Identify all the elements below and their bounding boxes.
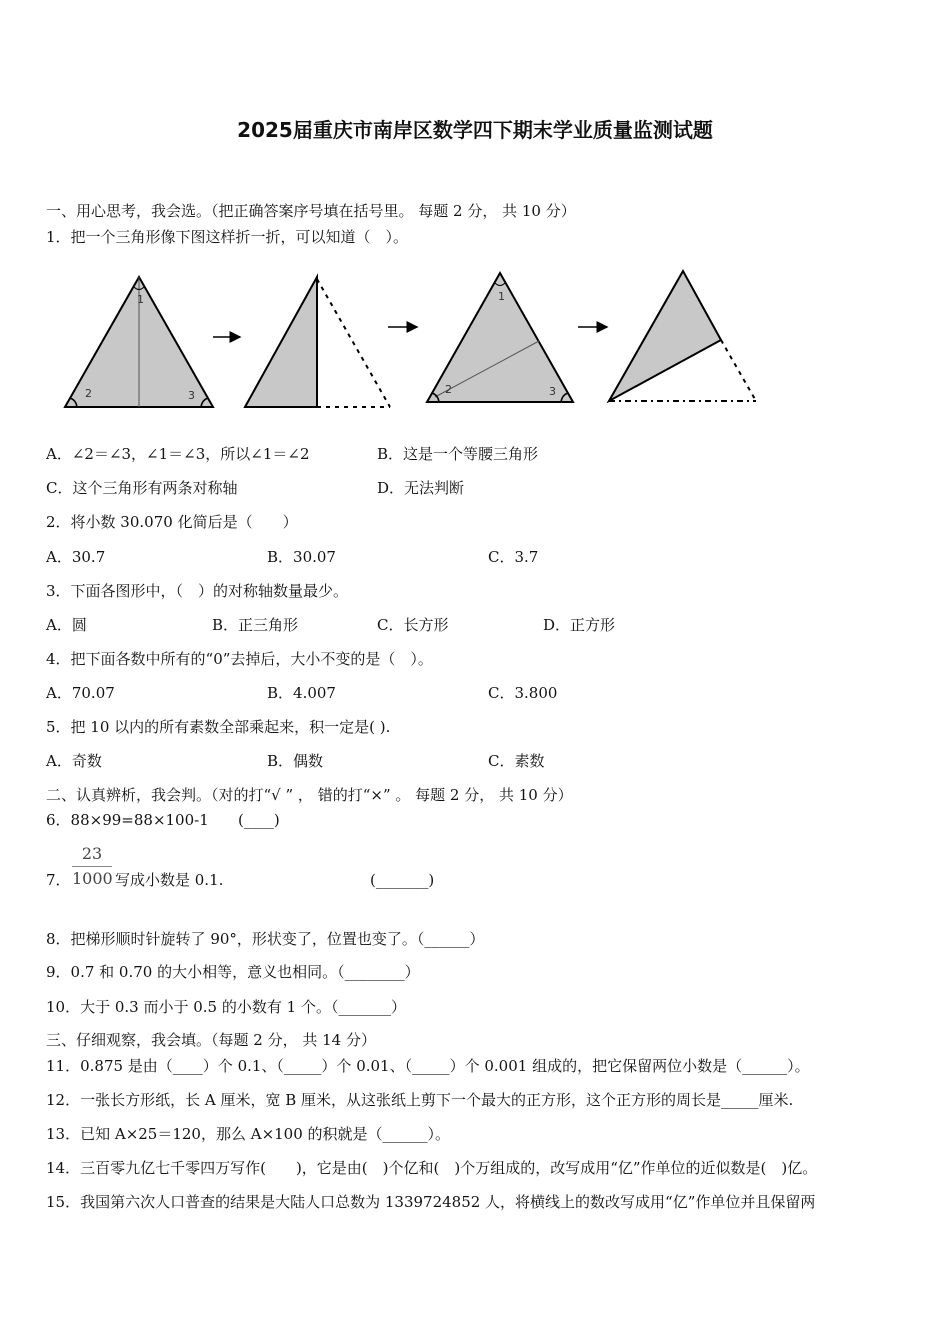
angle-label-1b: 1: [498, 290, 505, 303]
triangle-folding-figure: [55, 265, 775, 415]
q5-option-c: C．素数: [488, 752, 545, 770]
q4-option-a: A．70.07: [46, 684, 115, 702]
triangle-1: [65, 277, 213, 407]
question-14: 14．三百零九亿七千零四万写作( )，它是由( )个亿和( )个万组成的，改写成用“亿”作单位的近似数是( )亿。: [46, 1159, 818, 1177]
question-12: 12．一张长方形纸，长 A 厘米，宽 B 厘米，从这张纸上剪下一个最大的正方形，这个正方形的周长是_____厘米.: [46, 1091, 794, 1109]
q2-option-b: B．30.07: [267, 548, 336, 566]
angle-label-2b: 2: [445, 383, 452, 396]
q3-option-c: C．长方形: [377, 616, 449, 634]
question-2: 2．将小数 30.070 化简后是（ ）: [46, 513, 298, 531]
q4-option-b: B．4.007: [267, 684, 336, 702]
q1-option-a: A．∠2＝∠3，∠1＝∠3，所以∠1＝∠2: [46, 445, 310, 463]
fraction-denominator: 1000: [72, 869, 113, 888]
fraction-bar: [72, 866, 112, 867]
triangle-3: [427, 273, 573, 402]
question-7: 写成小数是 0.1.: [115, 871, 224, 889]
triangle-4-folded: [609, 271, 756, 401]
question-4: 4．把下面各数中所有的“0”去掉后，大小不变的是（ ）。: [46, 650, 433, 668]
q3-option-a: A．圆: [46, 616, 87, 634]
q2-option-c: C．3.7: [488, 548, 539, 566]
section2-heading: 二、认真辨析，我会判。（对的打“√ ” ， 错的打“×” 。 每题 2 分， 共 10 分）: [46, 786, 573, 804]
triangle-2-folded: [245, 277, 390, 407]
question-6: 6．88×99=88×100-1: [46, 811, 209, 829]
question-8: 8．把梯形顺时针旋转了 90°，形状变了，位置也变了。（______）: [46, 930, 485, 948]
question-5: 5．把 10 以内的所有素数全部乘起来，积一定是( ).: [46, 718, 391, 736]
question-9: 9．0.7 和 0.70 的大小相等，意义也相同。（________）: [46, 963, 420, 981]
q3-option-b: B．正三角形: [212, 616, 299, 634]
question-13: 13．已知 A×25＝120，那么 A×100 的积就是（______）。: [46, 1125, 451, 1143]
section1-heading: 一、用心思考，我会选。（把正确答案序号填在括号里。 每题 2 分， 共 10 分）: [46, 202, 576, 220]
q2-option-a: A．30.7: [46, 548, 106, 566]
q1-option-d: D．无法判断: [377, 479, 465, 497]
angle-label-3: 3: [188, 389, 195, 402]
question-10: 10．大于 0.3 而小于 0.5 的小数有 1 个。（_______）: [46, 998, 406, 1016]
question-1: 1．把一个三角形像下图这样折一折，可以知道（ ）。: [46, 228, 409, 246]
page-title: 2025届重庆市南岸区数学四下期末学业质量监测试题: [237, 118, 713, 142]
fraction-numerator: 23: [81, 844, 103, 863]
angle-label-1: 1: [137, 293, 144, 306]
section3-heading: 三、仔细观察，我会填。（每题 2 分， 共 14 分）: [46, 1031, 376, 1049]
q4-option-c: C．3.800: [488, 684, 558, 702]
angle-label-3b: 3: [549, 385, 556, 398]
fraction-23-1000: [72, 844, 112, 889]
q1-option-c: C．这个三角形有两条对称轴: [46, 479, 238, 497]
question-11: 11．0.875 是由（____）个 0.1、（_____）个 0.01、（_____）个 0.001 组成的，把它保留两位小数是（______）。: [46, 1057, 810, 1075]
question-3: 3．下面各图形中，（ ）的对称轴数量最少。: [46, 582, 349, 600]
q7-answer-blank[interactable]: (_______): [370, 871, 435, 889]
angle-label-2: 2: [85, 387, 92, 400]
q6-answer-blank[interactable]: (____): [238, 811, 280, 829]
question-7-number: 7．: [46, 871, 71, 889]
q1-option-b: B．这是一个等腰三角形: [377, 445, 539, 463]
question-15: 15．我国第六次人口普查的结果是大陆人口总数为 1339724852 人，将横线上的数改写成用“亿”作单位并且保留两: [46, 1193, 816, 1211]
q3-option-d: D．正方形: [543, 616, 616, 634]
q5-option-b: B．偶数: [267, 752, 324, 770]
q5-option-a: A．奇数: [46, 752, 102, 770]
